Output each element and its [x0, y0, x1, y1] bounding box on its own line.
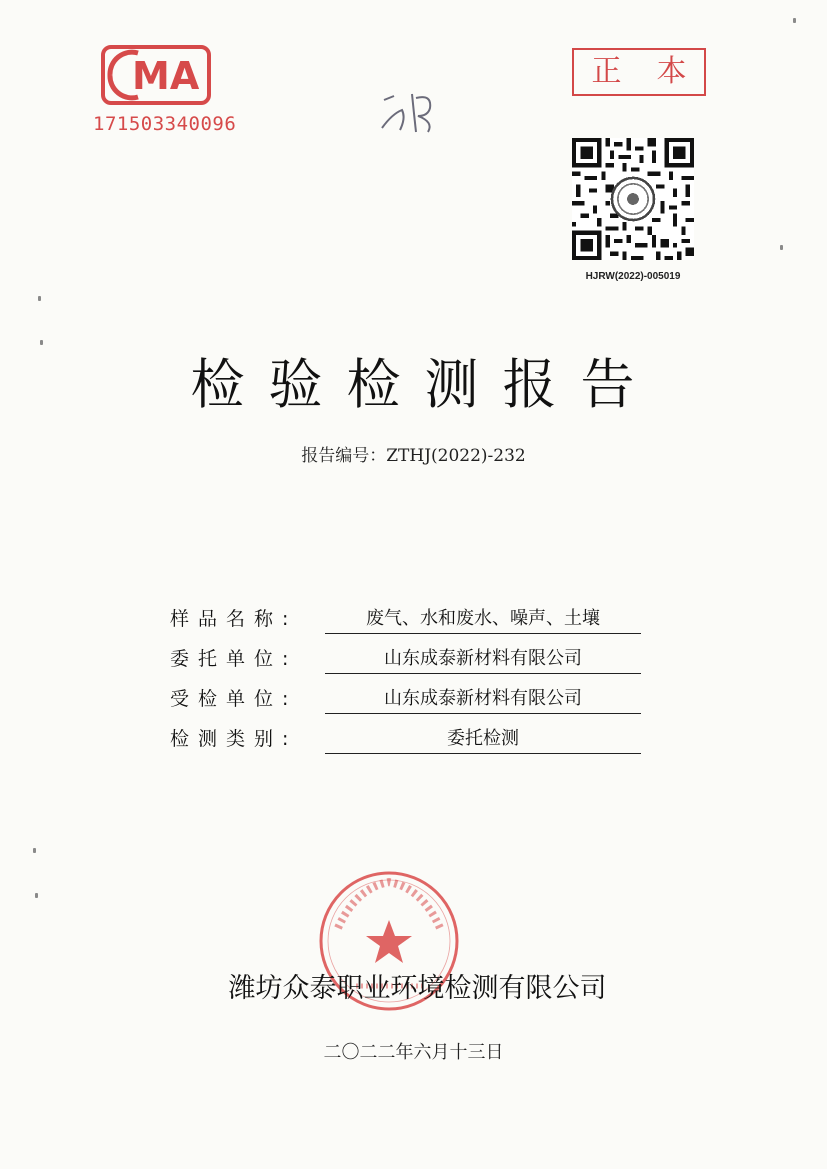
cma-text: MA [132, 54, 200, 98]
stamp-char-2: 本 [656, 54, 687, 89]
field-value: 废气、水和废水、噪声、土壤 [325, 604, 641, 634]
qr-code-caption: HJRW(2022)-005019 [585, 271, 681, 282]
field-client [170, 640, 650, 680]
field-test-category [170, 720, 650, 760]
issuing-company: 潍坊众泰职业环境检测有限公司 [228, 973, 607, 1004]
cma-logo [100, 44, 212, 106]
scan-mark [780, 245, 783, 250]
document-title: 检验检测报告 [190, 353, 659, 416]
handwritten-mark [380, 88, 442, 138]
report-number: 报告编号：ZTHJ(2022)-232 [301, 446, 526, 466]
cma-certificate-number: 171503340096 [93, 113, 237, 135]
stamp-char-1: 正 [591, 54, 622, 89]
field-label: 受检单位: [170, 688, 298, 710]
field-sample-name [170, 600, 650, 640]
scan-mark [40, 340, 43, 345]
scan-mark [38, 296, 41, 301]
field-label: 委托单位: [170, 648, 298, 670]
report-info-fields [170, 600, 650, 760]
field-label: 样品名称: [170, 608, 298, 630]
original-copy-stamp [572, 48, 706, 96]
scan-mark [33, 848, 36, 853]
scan-mark [35, 893, 38, 898]
star-icon [366, 920, 412, 963]
scan-mark [793, 18, 796, 23]
field-value: 委托检测 [325, 724, 641, 754]
field-value: 山东成泰新材料有限公司 [325, 684, 641, 714]
issue-date: 二〇二二年六月十三日 [323, 1042, 504, 1063]
field-value: 山东成泰新材料有限公司 [325, 644, 641, 674]
field-label: 检测类别: [170, 728, 298, 750]
qr-code [572, 138, 694, 260]
field-inspected-unit [170, 680, 650, 720]
